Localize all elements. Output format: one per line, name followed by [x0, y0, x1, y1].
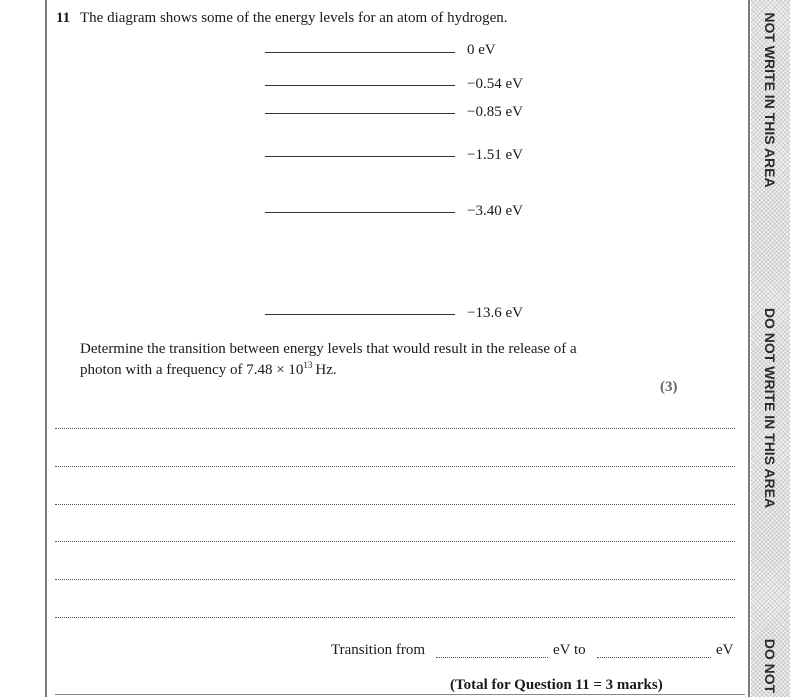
margin-warning-middle: DO NOT WRITE IN THIS AREA [762, 307, 778, 509]
energy-level-label: −0.54 eV [467, 76, 523, 92]
answer-line[interactable] [55, 541, 735, 542]
energy-level-line [265, 314, 455, 315]
energy-level-label: −1.51 eV [467, 147, 523, 163]
total-marks: (Total for Question 11 = 3 marks) [450, 677, 663, 693]
question-text: The diagram shows some of the energy levels for an atom of hydrogen. [80, 10, 508, 26]
page-border-right [748, 0, 750, 697]
page-border-left [45, 0, 47, 697]
instruction-line-2-text: photon with a frequency of 7.48 × 10 [80, 362, 304, 378]
transition-from-field[interactable] [436, 657, 548, 658]
energy-level-label: −0.85 eV [467, 104, 523, 120]
answer-line[interactable] [55, 466, 735, 467]
bottom-rule [55, 694, 745, 695]
energy-level-label: −13.6 eV [467, 305, 523, 321]
margin-warning-bottom: DO NOT [762, 638, 778, 694]
answer-line[interactable] [55, 428, 735, 429]
answer-line[interactable] [55, 504, 735, 505]
transition-to-field[interactable] [597, 657, 711, 658]
answer-line[interactable] [55, 579, 735, 580]
energy-level-line [265, 113, 455, 114]
energy-level-line [265, 52, 455, 53]
answer-line[interactable] [55, 617, 735, 618]
marks-indicator: (3) [660, 379, 678, 395]
frequency-exponent: 13 [303, 360, 313, 370]
ev-end-label: eV [716, 642, 734, 658]
energy-level-line [265, 85, 455, 86]
energy-level-label: 0 eV [467, 42, 496, 58]
energy-level-line [265, 156, 455, 157]
transition-from-label: Transition from [331, 642, 426, 658]
instruction-unit: Hz. [312, 362, 337, 378]
instruction-line-2 [80, 360, 337, 379]
energy-level-line [265, 212, 455, 213]
question-number: 11 [56, 10, 71, 26]
margin-warning-top: NOT WRITE IN THIS AREA [762, 12, 778, 188]
ev-to-label: eV to [553, 642, 586, 658]
instruction-line-1: Determine the transition between energy levels that would result in the release of a [80, 341, 577, 357]
energy-level-label: −3.40 eV [467, 203, 523, 219]
